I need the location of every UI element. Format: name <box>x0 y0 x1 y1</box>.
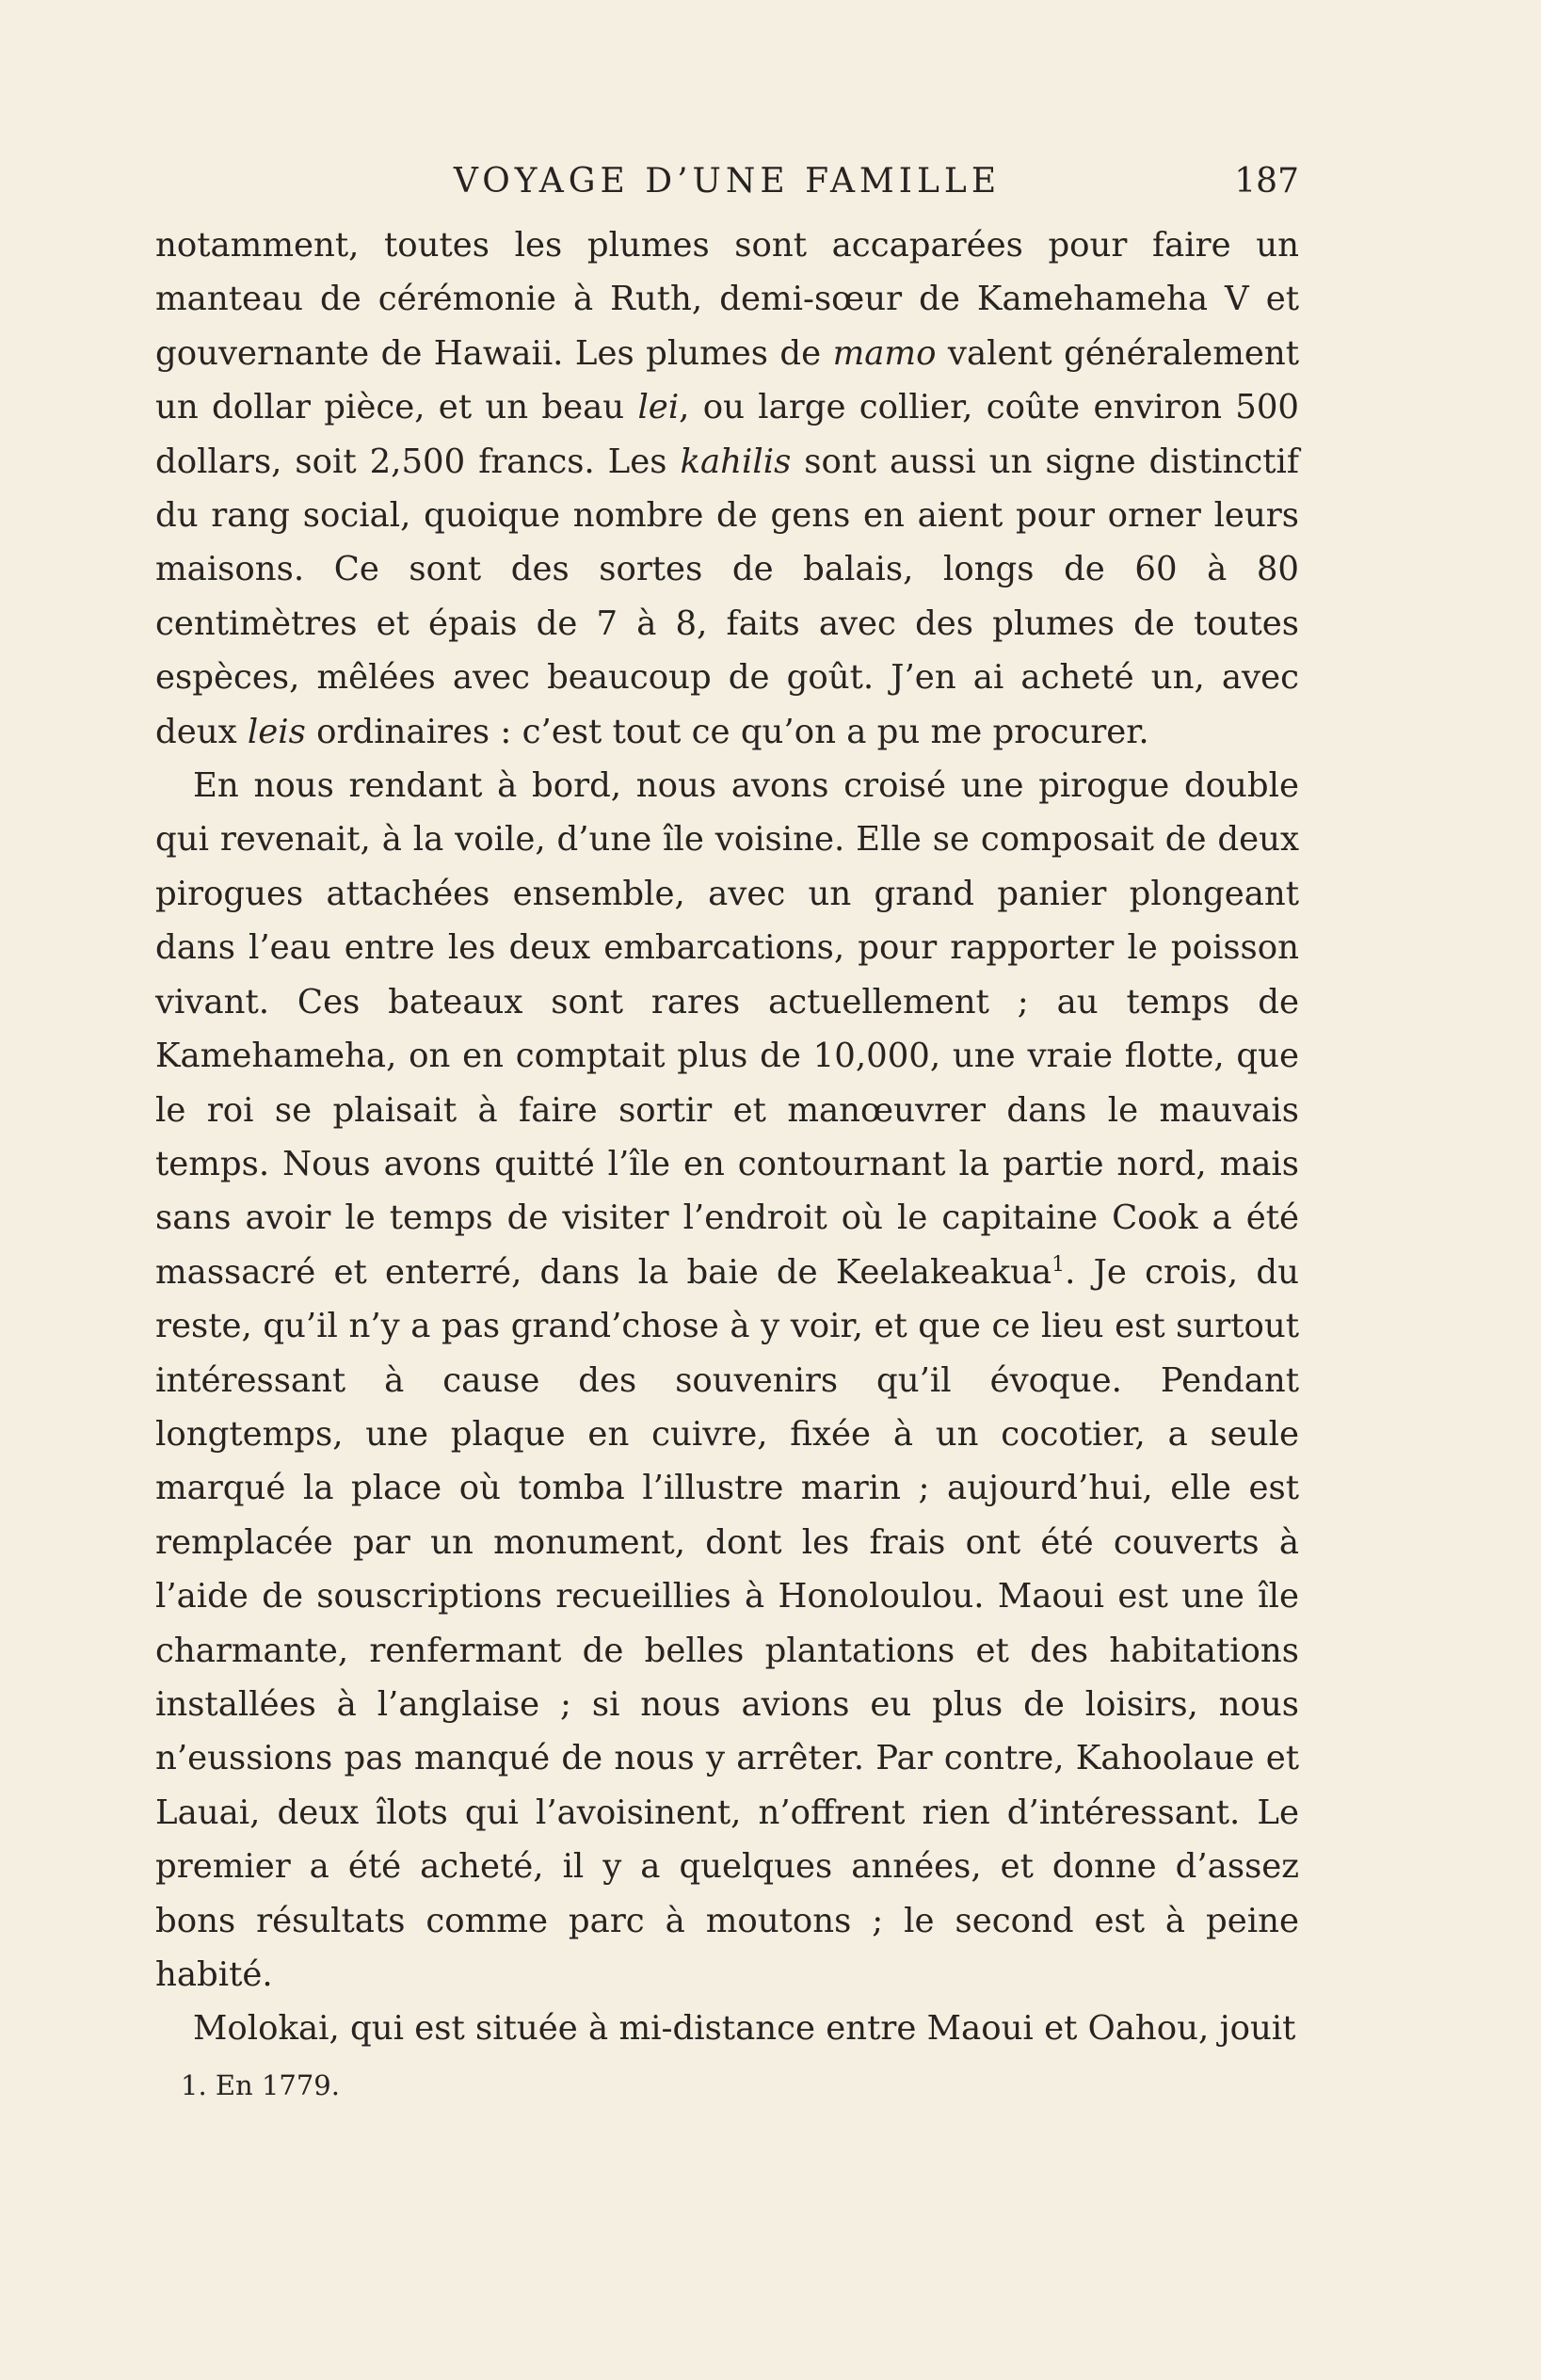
body-text <box>155 218 1299 2056</box>
running-head <box>155 162 1299 209</box>
paragraph <box>155 759 1299 2002</box>
text-segment: notamment, toutes les plumes sont accaparées pour faire un manteau de cérémonie à Ruth, demi-sœur de Kamehameha V et gouvernante de Hawaii. Les plumes de <box>155 226 1299 373</box>
text-segment: ordinaires : c’est tout ce qu’on a pu me procurer. <box>305 712 1149 751</box>
text-segment: Molokai, qui est située à mi-distance entre Maoui et Oahou, jouit <box>193 2009 1296 2049</box>
footnote: 1. En 1779. <box>181 2069 340 2101</box>
italic-term: mamo <box>832 333 937 373</box>
paragraph <box>155 2002 1299 2055</box>
text-segment: En nous rendant à bord, nous avons croisé une pirogue double qui revenait, à la voile, d’une île voisine. Elle se composait de deux pirogues attachées ensemble, avec un grand panier plongeant dans l’eau entre les deux embarcations, pour rapporter le poisson vivant. Ces bateaux sont rares actuellement ; au temps de Kamehameha, on en comptait plus de 10,000, une vraie flotte, que le roi se plaisait à faire sortir et manœuvrer dans le mauvais temps. Nous avons quitté l’île en contournant la partie nord, mais sans avoir le temps de visiter l’endroit où le capitaine Cook a été massacré et enterré, dans la baie de Keelakeakua <box>155 766 1299 1292</box>
text-segment: sont aussi un signe distinctif du rang social, quoique nombre de gens en aient pour orner leurs maisons. Ce sont des sortes de balais, longs de 60 à 80 centimètres et épais de 7 à 8, faits avec des plumes de toutes espèces, mêlées avec beaucoup de goût. J’en ai acheté un, avec deux <box>155 442 1300 751</box>
text-segment: . Je crois, du reste, qu’il n’y a pas grand’chose à y voir, et que ce lieu est surtout intéressant à cause des souvenirs qu’il évoque. Pendant longtemps, une plaque en cuivre, fixée à un cocotier, a seule marqué la place où tomba l’illustre marin ; aujourd’hui, elle est remplacée par un monument, dont les frais ont été couverts à l’aide de souscriptions recueillies à Honoloulou. Maoui est une île charmante, renfermant de belles plantations et des habitations installées à l’anglaise ; si nous avions eu plus de loisirs, nous n’eussions pas manqué de nous y arrêter. Par contre, Kahoolaue et Lauai, deux îlots qui l’avoisinent, n’offrent rien d’intéressant. Le premier a été acheté, il y a quelques années, et donne d’assez bons résultats comme parc à moutons ; le second est à peine habité. <box>155 1252 1299 1994</box>
italic-term: leis <box>247 712 306 751</box>
paragraph <box>155 218 1299 759</box>
footnote-reference: 1 <box>1051 1252 1066 1277</box>
running-title: VOYAGE D’UNE FAMILLE <box>453 162 1002 201</box>
text-segment: valent généralement un dollar pièce, et un beau <box>155 333 1299 427</box>
italic-term: kahilis <box>680 442 792 481</box>
page-number: 187 <box>1234 162 1299 201</box>
italic-term: lei <box>637 388 680 427</box>
text-segment: , ou large collier, coûte environ 500 dollars, soit 2,500 francs. Les <box>155 388 1299 481</box>
